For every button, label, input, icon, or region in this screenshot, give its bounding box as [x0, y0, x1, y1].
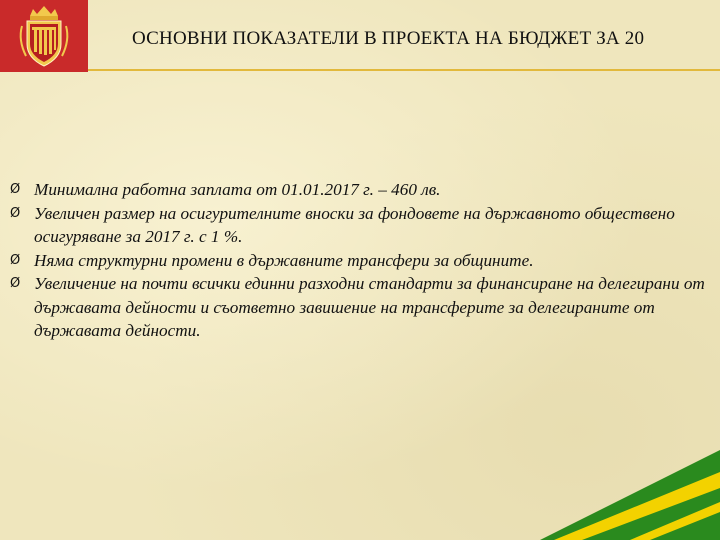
bullet-text: Увеличение на почти всички единни разходни стандарти за финансиране на делегирани от държавата дейности и съответно завишение на трансферите за делегираните от държавата дейности. [34, 274, 705, 340]
bullet-arrow-icon: Ø [10, 182, 21, 197]
logo [0, 0, 88, 72]
coat-of-arms-icon [0, 0, 88, 72]
bullet-text: Няма структурни промени в държавните трансфери за общините. [34, 250, 534, 270]
bullet-text: Минимална работна заплата от 01.01.2017 г. – 460 лв. [34, 180, 441, 199]
bullet-item [10, 272, 710, 343]
corner-stripes-decoration [510, 450, 720, 540]
bullet-item [10, 178, 710, 202]
bullet-text: Увеличен размер на осигурителните вноски за фондовете на държавното обществено осигуряване за 2017 г. с 1 %. [34, 203, 675, 246]
bullet-list [10, 178, 710, 343]
bullet-item [10, 249, 710, 273]
bullet-arrow-icon: Ø [10, 276, 21, 291]
bullet-arrow-icon: Ø [10, 205, 21, 221]
title-divider [88, 69, 720, 71]
slide-title: ОСНОВНИ ПОКАЗАТЕЛИ В ПРОЕКТА НА БЮДЖЕТ ЗА 20 [132, 28, 645, 49]
bullet-arrow-icon: Ø [10, 252, 21, 268]
bullet-item [10, 202, 710, 249]
